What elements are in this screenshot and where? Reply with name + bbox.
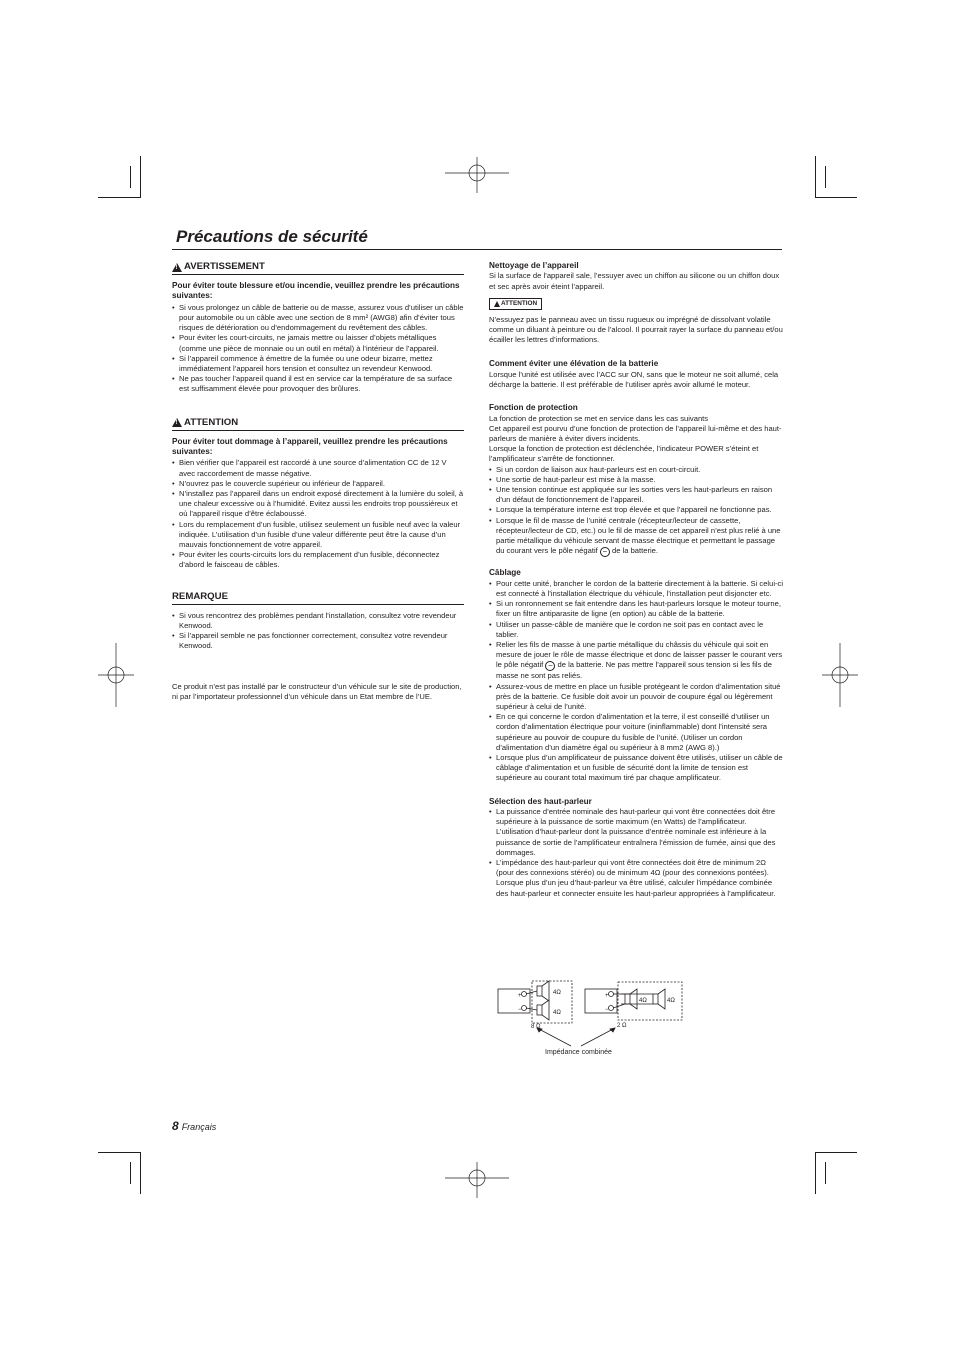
registration-mark-left (98, 643, 134, 707)
note-heading: REMARQUE (172, 591, 464, 605)
speaker-impedance-label: 4Ω (553, 990, 561, 996)
cleaning-text: Si la surface de l’appareil sale, l’essuyer avec un chiffon au silicone ou un chiffon doux et sec après avoir éteint l’appareil. (489, 271, 780, 291)
speakers-heading: Sélection des haut-parleur (489, 796, 592, 806)
attention-label: ATTENTION (489, 298, 542, 310)
warning-heading: ! AVERTISSEMENT (172, 261, 464, 275)
caution-list (172, 458, 464, 570)
list-item: • N’ouvrez pas le couvercle supérieur ou inférieur de l’appareil. (172, 479, 464, 489)
page-number: 8 (172, 1119, 179, 1133)
speaker-impedance-label: 4Ω (667, 998, 675, 1004)
list-item: • Assurez-vous de mettre en place un fusible protégeant le cordon d’alimentation situé près de la batterie. Ce fusible doit avoir un pouvoir de coupure égal ou légèrement supérieur à celui de l’unité. (489, 682, 785, 713)
crop-mark (815, 156, 816, 198)
warning-triangle-icon (172, 263, 182, 272)
wiring-heading: Câblage (489, 568, 521, 578)
page-footer (172, 1119, 216, 1133)
amplifier-box (585, 989, 617, 1013)
list-item: • L’impédance des haut-parleur qui vont être connectées doit être de minimum 2Ω (pour des connexions stéréo) ou de minimum 4Ω (pour des connexions pontées). Lorsque plus d’un jeu d’haut-parleur va être utilisé, calculer l’impédance combinée des haut-parleur et connecter ensuite les haut-parleur appropriées à l’amplificateur. (489, 858, 785, 899)
list-item: • Si un cordon de liaison aux haut-parleurs est en court-circuit. (489, 465, 785, 475)
speakers-list (489, 807, 785, 899)
diagram-caption: Impédance combinée (545, 1049, 612, 1056)
protection-paragraph: Lorsque la fonction de protection est déclenchée, l’indicateur POWER s’éteint et l’amplificateur s’arrête de fonctionner. (489, 444, 759, 464)
warning-list (172, 303, 464, 395)
speaker-impedance-label: 4Ω (639, 998, 647, 1004)
minus-label: − (605, 1007, 609, 1013)
impedance-diagram (495, 980, 690, 1058)
warning-lead: Pour éviter toute blessure et/ou incendie, veuillez prendre les précautions suivantes: (172, 281, 460, 301)
list-item: • Si l’appareil semble ne pas fonctionner correctement, consultez votre revendeur Kenwood. (172, 631, 464, 651)
battery-heading: Comment éviter une élévation de la batterie (489, 359, 659, 369)
crop-mark (815, 197, 857, 198)
crop-mark (130, 1162, 131, 1184)
list-item: • Une tension continue est appliquée sur les sorties vers les haut-parleurs en raison d’un défaut de fonctionnement de l’appareil. (489, 485, 785, 505)
protection-paragraph: Cet appareil est pourvu d’une fonction de protection de l’appareil lui-même et des haut-parleurs de manière à éviter divers incidents. (489, 423, 782, 444)
protection-list (489, 465, 785, 558)
minus-label: − (518, 1007, 522, 1013)
list-item: • Utiliser un passe-câble de manière que le cordon ne soit pas en contact avec le tablier. (489, 620, 785, 640)
warning-triangle-icon (172, 418, 182, 427)
warning-triangle-icon (494, 301, 500, 307)
crop-mark (98, 1152, 140, 1153)
crop-mark (815, 1152, 857, 1153)
list-item: • Ne pas toucher l’appareil quand il est en service car la température de sa surface est suffisamment élevée pour provoquer des brûlures. (172, 374, 464, 394)
list-item: • Si un ronronnement se fait entendre dans les haut-parleurs lorsque le moteur tourne, fixer un filtre antiparasite de ligne (en option) au câble de la batterie. (489, 599, 785, 619)
caution-lead: Pour éviter tout dommage à l’appareil, veuillez prendre les précautions suivantes: (172, 436, 448, 457)
registration-mark-right (822, 643, 858, 707)
note-list (172, 611, 464, 652)
list-item: • Pour éviter les court-circuits, ne jamais mettre ou laisser d’objets métalliques (comme une pièce de monnaie ou un outil en métal) à l’intérieur de l’appareil. (172, 333, 464, 353)
crop-mark (140, 1152, 141, 1194)
series-speaker-group (532, 981, 572, 1023)
crop-mark (825, 1162, 826, 1184)
list-item: • Lorsque la température interne est trop élevée et que l’appareil ne fonctionne pas. (489, 505, 785, 515)
crop-mark (815, 1152, 816, 1194)
list-item: • N’installez pas l’appareil dans un endroit exposé directement à la lumière du soleil, à une chaleur excessive ou à l’humidité. Evitez aussi les endroits trop poussiéreux et où l’appareil risque d’être éclaboussé. (172, 489, 464, 520)
right-column (489, 261, 785, 899)
left-column (172, 261, 464, 702)
list-item: • La puissance d’entrée nominale des haut-parleur qui vont être connectées doit être supérieure à la puissance de sortie maximum (en Watts) de l’amplificateur. L’utilisation d’haut-parleur dont la puissance d’entrée nominale est inférieure à la puissance de sortie de l’amplificateur entraînera l’émission de fumée, ainsi que des dommages. (489, 807, 785, 858)
combined-impedance-label: 2 Ω (617, 1023, 627, 1029)
list-item: • Une sortie de haut-parleur est mise à la masse. (489, 475, 785, 485)
crop-mark (130, 166, 131, 188)
caution-heading: ! ATTENTION (172, 417, 464, 431)
battery-text: Lorsque l’unité est utilisée avec l’ACC sur ON, sans que le moteur ne soit allumé, cela décharge la batterie. Il est préférable de l’utiliser après avoir allumé le moteur. (489, 369, 779, 390)
amplifier-box (498, 989, 530, 1013)
plus-label: + (605, 993, 609, 999)
crop-mark (98, 197, 140, 198)
list-item: • Si vous prolongez un câble de batterie ou de masse, assurez vous d’utiliser un câble pour automobile ou un câble avec une section de 8 mm² (AWG8) afin d’éviter tous risques de détérioration ou d’endommagement du revêtement des câbles. (172, 303, 464, 334)
negative-pole-icon: − (545, 661, 555, 671)
list-item: • Lors du remplacement d’un fusible, utilisez seulement un fusible neuf avec la valeur indiquée. L’utilisation d’un fusible d’une valeur différente peut être la cause d’un mauvais fonctionnement de votre appareil. (172, 520, 464, 551)
wiring-list (489, 579, 785, 784)
list-item: • Lorsque plus d’un amplificateur de puissance doivent être utilisés, utiliser un câble de câblage d’alimentation et un fusible de sécurité dont la limite de tension est supérieure au courant total maximum tiré par chaque amplificateur. (489, 753, 785, 784)
list-item: • Bien vérifier que l’appareil est raccordé à une source d’alimentation CC de 12 V avec raccordement de masse négative. (172, 458, 464, 478)
cleaning-heading: Nettoyage de l’appareil (489, 261, 579, 270)
speaker-impedance-label: 4Ω (553, 1010, 561, 1016)
language-label: Français (181, 1122, 217, 1132)
attention-text: N’essuyez pas le panneau avec un tissu rugueux ou imprégné de dissolvant volatile comme un diluant à peinture ou de l’alcool. Il pourrait rayer la surface du panneau et/ou écailler les lettres d’informations. (489, 314, 783, 345)
list-item: • Si l’appareil commence à émettre de la fumée ou une odeur bizarre, mettez immédiatement l’appareil hors tension et consultez un revendeur Kenwood. (172, 354, 464, 374)
crop-mark (825, 166, 826, 188)
title-rule (172, 249, 782, 250)
protection-heading: Fonction de protection (489, 403, 578, 413)
protection-paragraph: La fonction de protection se met en service dans les cas suivants (489, 413, 709, 423)
page-title: Précautions de sécurité (176, 227, 368, 246)
eu-note: Ce produit n’est pas installé par le constructeur d’un véhicule sur le site de production, ni par l’importateur professionnel d’un véhicule dans un Etat membre de l’UE. (172, 681, 462, 701)
negative-pole-icon: − (600, 547, 610, 557)
list-item: • Pour cette unité, brancher le cordon de la batterie directement à la batterie. Si celui-ci est connecté à l’installation électrique du véhicule, l’installation peut disjoncter etc. (489, 579, 785, 599)
list-item: • Si vous rencontrez des problèmes pendant l’installation, consultez votre revendeur Kenwood. (172, 611, 464, 631)
registration-mark-top (445, 157, 509, 193)
combined-impedance-label: 8 Ω (531, 1024, 541, 1030)
list-item: • En ce qui concerne le cordon d’alimentation et la terre, il est conseillé d’utiliser un cordon d’alimentation électrique pour voiture (ininflammable) dont l’intensité sera supérieure au pouvoir de coupure du fusible de l’unité. (Utiliser un cordon d’alimentation d’un diamètre égal ou supérieur à 8 mm2 (AWG 8).) (489, 712, 785, 753)
list-item: • Pour éviter les courts-circuits lors du remplacement d’un fusible, déconnectez d’abord le faisceau de câbles. (172, 550, 464, 570)
list-item: • Lorsque le fil de masse de l’unité centrale (récepteur/lecteur de cassette, récepteur/lecteur de CD, etc.) ou le fil de masse de cet appareil n’est plus relié à une partie métallique du véhicule servant de masse électrique et permettant le passage du courant vers le pôle négatif − de la batterie. (489, 516, 785, 558)
plus-label: + (518, 993, 522, 999)
list-item: • Relier les fils de masse à une partie métallique du châssis du véhicule qui soit en mesure de jouer le rôle de masse électrique et donc de laisser passer le courant vers le pôle négatif − de la batterie. Ne pas mettre l’appareil sous tension si les fils de masse ne sont pas reliés. (489, 640, 785, 682)
crop-mark (140, 156, 141, 198)
registration-mark-bottom (445, 1162, 509, 1198)
